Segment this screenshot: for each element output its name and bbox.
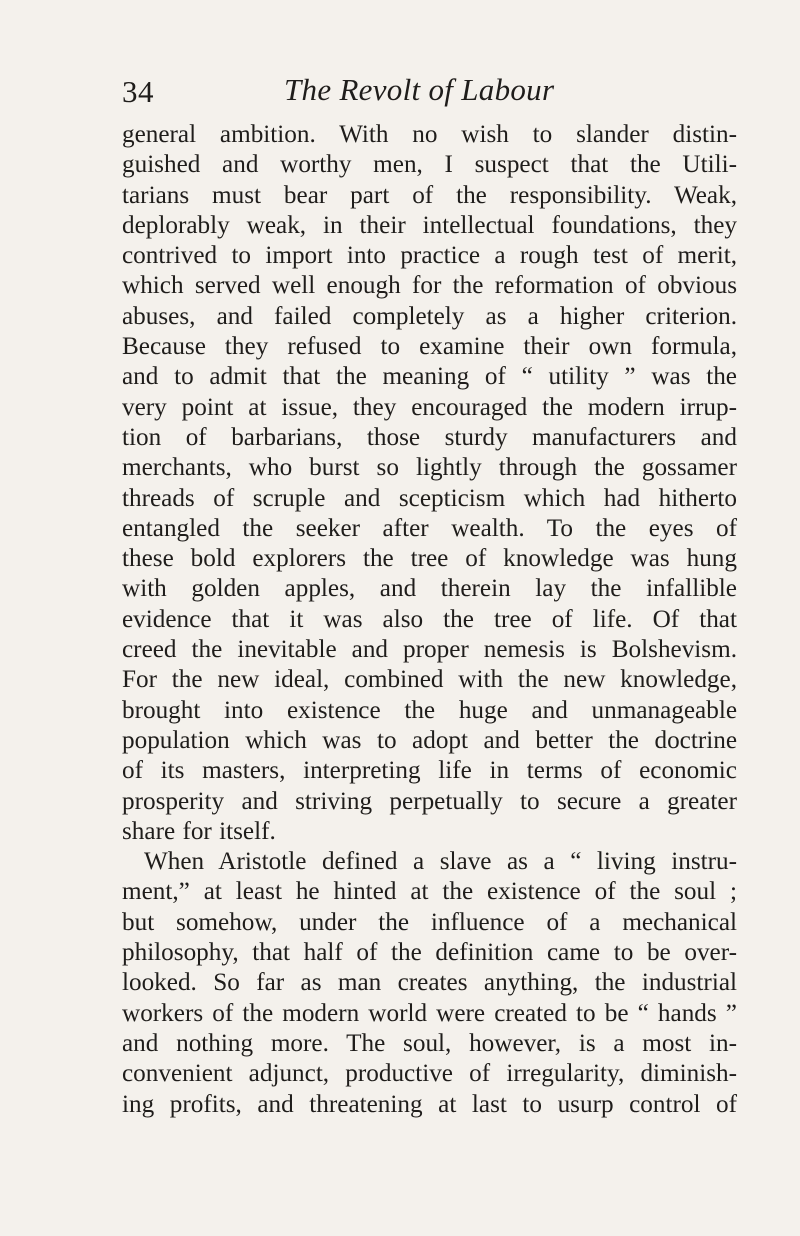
- text-line: convenient adjunct, productive of irregularity, diminish-: [122, 1060, 737, 1088]
- paragraph: [122, 120, 737, 847]
- text-line: share for itself.: [122, 817, 276, 845]
- text-line: and nothing more. The soul, however, is a most in-: [122, 1029, 737, 1057]
- text-line: ment,” at least he hinted at the existence of the soul ;: [122, 878, 737, 906]
- text-line: contrived to import into practice a rough test of merit,: [122, 242, 737, 270]
- text-line: and to admit that the meaning of “ utility ” was the: [122, 363, 737, 391]
- text-line: very point at issue, they encouraged the modern irrup-: [122, 393, 737, 421]
- text-line: with golden apples, and therein lay the infallible: [122, 575, 737, 603]
- text-line: general ambition. With no wish to slander distin-: [122, 121, 737, 148]
- page-header: [122, 68, 682, 112]
- paragraph: [122, 847, 737, 1120]
- body-text: [122, 120, 737, 1120]
- text-line: brought into existence the huge and unmanageable: [122, 696, 737, 724]
- text-line: When Aristotle defined a slave as a “ living instru-: [144, 848, 737, 876]
- text-line: looked. So far as man creates anything, the industrial: [122, 969, 737, 997]
- running-title: The Revolt of Labour: [284, 72, 555, 107]
- text-line: tarians must bear part of the responsibility. Weak,: [122, 181, 737, 209]
- text-line: For the new ideal, combined with the new knowledge,: [122, 666, 737, 694]
- text-line: prosperity and striving perpetually to secure a greater: [122, 787, 737, 815]
- text-line: threads of scruple and scepticism which had hitherto: [122, 484, 737, 512]
- text-line: of its masters, interpreting life in terms of economic: [122, 757, 737, 785]
- text-line: guished and worthy men, I suspect that the Utili-: [122, 151, 737, 179]
- text-line: evidence that it was also the tree of life. Of that: [122, 605, 737, 633]
- text-line: workers of the modern world were created to be “ hands ”: [122, 999, 737, 1027]
- text-line: which served well enough for the reformation of obvious: [122, 272, 737, 300]
- text-line: entangled the seeker after wealth. To the eyes of: [122, 514, 737, 542]
- text-line: abuses, and failed completely as a higher criterion.: [122, 302, 737, 330]
- text-line: ing profits, and threatening at last to usurp control of: [122, 1090, 737, 1118]
- text-line: tion of barbarians, those sturdy manufacturers and: [122, 423, 737, 451]
- text-line: population which was to adopt and better the doctrine: [122, 726, 737, 754]
- text-line: creed the inevitable and proper nemesis is Bolshevism.: [122, 636, 737, 664]
- text-line: Because they refused to examine their own formula,: [122, 333, 737, 361]
- text-line: merchants, who burst so lightly through the gossamer: [122, 454, 737, 482]
- text-line: but somehow, under the influence of a mechanical: [122, 908, 737, 936]
- text-line: these bold explorers the tree of knowledge was hung: [122, 545, 737, 573]
- text-line: deplorably weak, in their intellectual foundations, they: [122, 211, 737, 239]
- text-line: philosophy, that half of the definition came to be over-: [122, 939, 737, 967]
- page-number: 34: [122, 74, 154, 109]
